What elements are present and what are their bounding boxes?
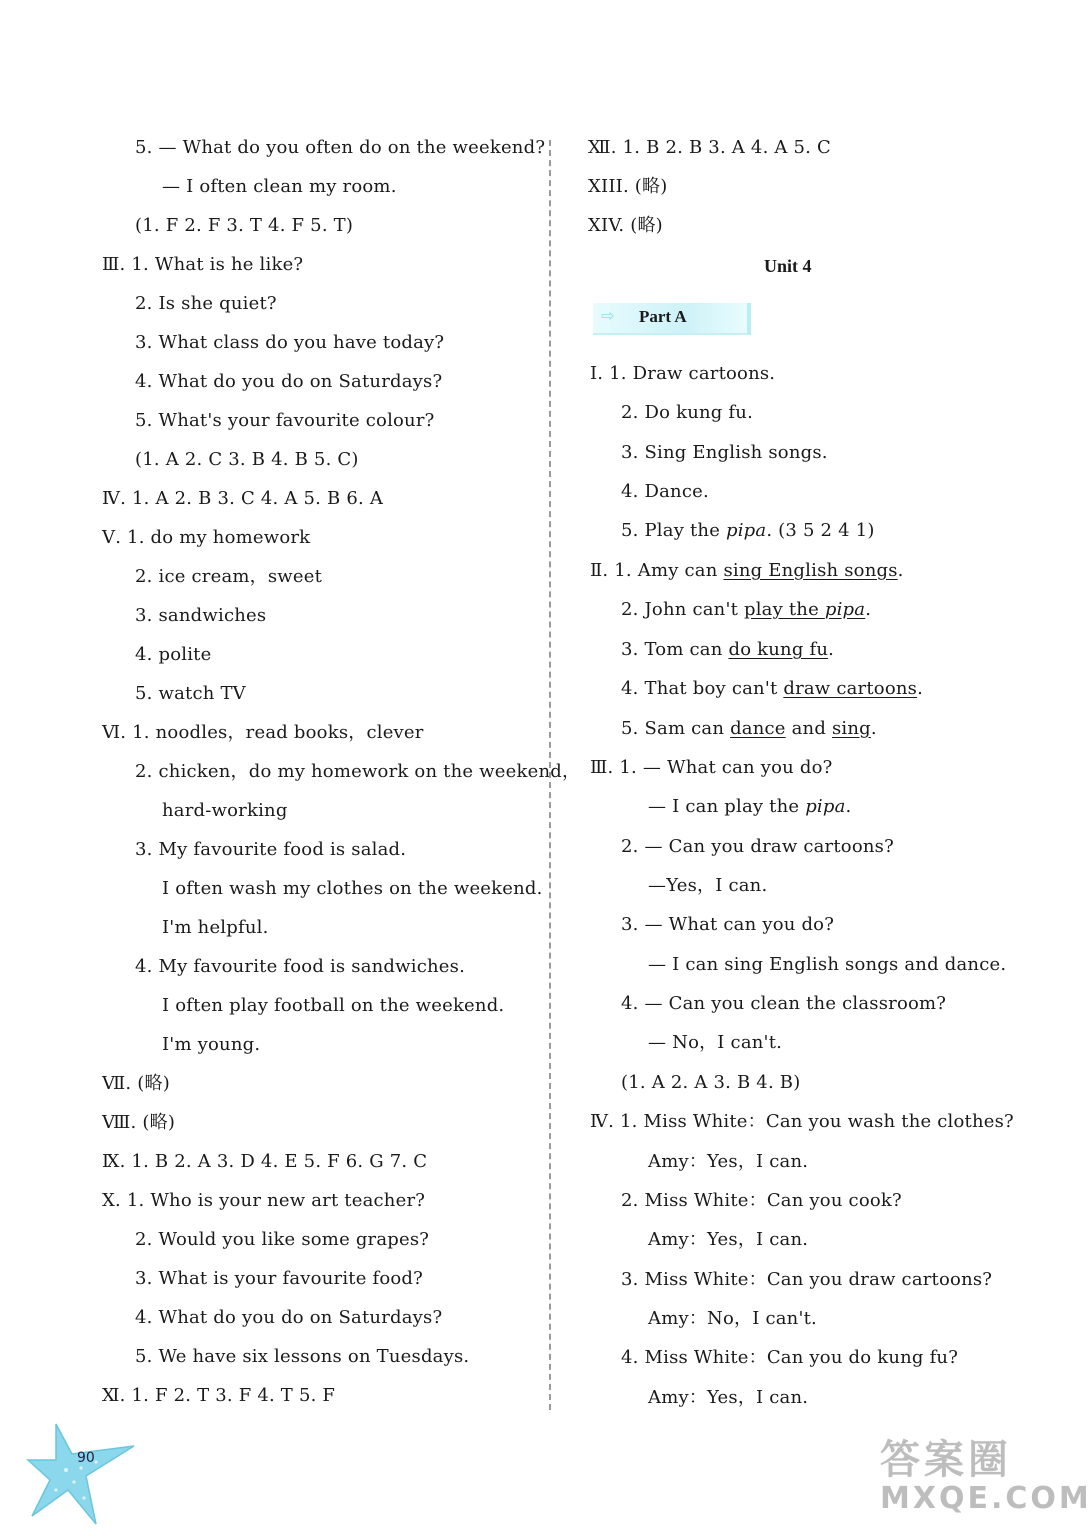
- text: .: [897, 560, 904, 581]
- answer-line: 5. watch TV: [135, 683, 246, 704]
- answer-line: 2. Is she quiet?: [135, 293, 277, 314]
- answer-line: Amy：Yes，I can.: [648, 1387, 809, 1408]
- answer-line: [621, 639, 834, 661]
- answer-line: — No，I can't.: [648, 1032, 783, 1053]
- answer-line: 5. We have six lessons on Tuesdays.: [135, 1346, 470, 1367]
- italic-word: pipa: [726, 520, 767, 541]
- answer-line: 3. What class do you have today?: [135, 332, 445, 353]
- answer-line: Ⅲ. 1. — What can you do?: [590, 757, 833, 778]
- underlined-answer: sing: [831, 718, 871, 739]
- answer-line: 5. — What do you often do on the weekend?: [135, 137, 546, 158]
- answer-line: Ⅰ. 1. Draw cartoons.: [590, 363, 776, 384]
- underlined-answer: do kung fu: [728, 639, 829, 660]
- watermark: [880, 1438, 1092, 1516]
- part-label: Part A: [639, 307, 687, 326]
- answer-line: XIV. (略): [588, 215, 663, 236]
- answer-line: 3. My favourite food is salad.: [135, 839, 407, 860]
- answer-line: XIII. (略): [588, 176, 668, 197]
- answer-line: Ⅵ. 1. noodles，read books，clever: [102, 722, 424, 743]
- answer-line: I'm young.: [162, 1034, 261, 1055]
- text: .: [828, 639, 835, 660]
- answer-line: 3. — What can you do?: [621, 914, 835, 935]
- answer-line: [590, 560, 904, 582]
- answer-line: I often play football on the weekend.: [162, 995, 505, 1016]
- text: 5. Play the: [621, 520, 726, 541]
- watermark-logo: 答案圈: [880, 1437, 1012, 1483]
- answer-line: (1. A 2. A 3. B 4. B): [621, 1072, 801, 1093]
- text: and: [785, 718, 832, 739]
- answer-line: (1. F 2. F 3. T 4. F 5. T): [135, 215, 354, 236]
- text: 5. Sam can: [621, 718, 731, 739]
- answer-line: Ⅸ. 1. B 2. A 3. D 4. E 5. F 6. G 7. C: [102, 1151, 428, 1172]
- answer-line: 3. Sing English songs.: [621, 442, 828, 463]
- text: .: [865, 599, 872, 620]
- text: play the: [743, 599, 825, 620]
- answer-line: Ⅴ. 1. do my homework: [102, 527, 311, 548]
- answer-line: 4. Miss White：Can you do kung fu?: [621, 1347, 959, 1368]
- answer-line: — I can sing English songs and dance.: [648, 954, 1007, 975]
- answer-line: [648, 796, 851, 818]
- answer-line: 2. — Can you draw cartoons?: [621, 836, 894, 857]
- underlined-answer: sing English songs: [723, 560, 898, 581]
- text: .: [917, 678, 924, 699]
- text: Ⅱ. 1. Amy can: [590, 560, 724, 581]
- answer-line: Ⅳ. 1. A 2. B 3. C 4. A 5. B 6. A: [102, 488, 384, 509]
- answer-line: 3. sandwiches: [135, 605, 267, 626]
- answer-line: Amy：Yes，I can.: [648, 1229, 809, 1250]
- answer-line: 2. Would you like some grapes?: [135, 1229, 430, 1250]
- answer-line: [621, 599, 871, 621]
- answer-line: Ⅲ. 1. What is he like?: [102, 254, 304, 275]
- text: 2. John can't: [621, 599, 744, 620]
- answer-line: 4. My favourite food is sandwiches.: [135, 956, 466, 977]
- answer-line: I'm helpful.: [162, 917, 269, 938]
- italic-word: pipa: [805, 796, 846, 817]
- text: — I can play the: [648, 796, 806, 817]
- underlined-answer: dance: [730, 718, 786, 739]
- text: .: [845, 796, 852, 817]
- answer-line: 2. Do kung fu.: [621, 402, 753, 423]
- watermark-url: MXQE.COM: [880, 1481, 1092, 1516]
- answer-line: [621, 678, 923, 700]
- answer-line: 4. Dance.: [621, 481, 709, 502]
- answer-line: Ⅳ. 1. Miss White：Can you wash the clothes?: [590, 1111, 1014, 1132]
- starfish-icon: [26, 1420, 146, 1530]
- answer-line: 4. What do you do on Saturdays?: [135, 1307, 443, 1328]
- answer-line: 3. What is your favourite food?: [135, 1268, 423, 1289]
- answer-line: Ⅻ. 1. B 2. B 3. A 4. A 5. C: [588, 137, 831, 158]
- answer-line: Ⅷ. (略): [102, 1112, 176, 1133]
- arrow-icon: ⇨: [601, 306, 615, 325]
- answer-line: 4. What do you do on Saturdays?: [135, 371, 443, 392]
- answer-line: hard-working: [162, 800, 288, 821]
- answer-line: Amy：Yes，I can.: [648, 1151, 809, 1172]
- column-divider: [549, 140, 551, 1410]
- underlined-answer: draw cartoons: [783, 678, 918, 699]
- answer-line: [621, 718, 877, 740]
- answer-line: (1. A 2. C 3. B 4. B 5. C): [135, 449, 359, 470]
- underlined-answer: [744, 599, 865, 620]
- text: .: [870, 718, 877, 739]
- text: 4. That boy can't: [621, 678, 784, 699]
- answer-line: 2. chicken，do my homework on the weekend，: [135, 761, 581, 782]
- answer-line: 3. Miss White：Can you draw cartoons?: [621, 1269, 993, 1290]
- answer-line: Ⅹ. 1. Who is your new art teacher?: [102, 1190, 426, 1211]
- italic-word: pipa: [824, 599, 866, 620]
- part-badge: [593, 303, 751, 335]
- answer-line: Amy：No，I can't.: [648, 1308, 817, 1329]
- answer-line: — I often clean my room.: [162, 176, 397, 197]
- answer-line: I often wash my clothes on the weekend.: [162, 878, 543, 899]
- answer-line: Ⅺ. 1. F 2. T 3. F 4. T 5. F: [102, 1385, 336, 1406]
- answer-line: —Yes，I can.: [648, 875, 768, 896]
- unit-title: Unit 4: [764, 256, 812, 276]
- answer-line: [621, 520, 875, 542]
- text: 3. Tom can: [621, 639, 729, 660]
- answer-line: 5. What's your favourite colour?: [135, 410, 435, 431]
- page-number: 90: [77, 1450, 95, 1466]
- answer-line: Ⅶ. (略): [102, 1073, 170, 1094]
- text: . (3 5 2 4 1): [766, 520, 875, 541]
- answer-line: 4. — Can you clean the classroom?: [621, 993, 947, 1014]
- answer-line: 2. ice cream，sweet: [135, 566, 323, 587]
- answer-line: 4. polite: [135, 644, 212, 665]
- answer-line: 2. Miss White：Can you cook?: [621, 1190, 902, 1211]
